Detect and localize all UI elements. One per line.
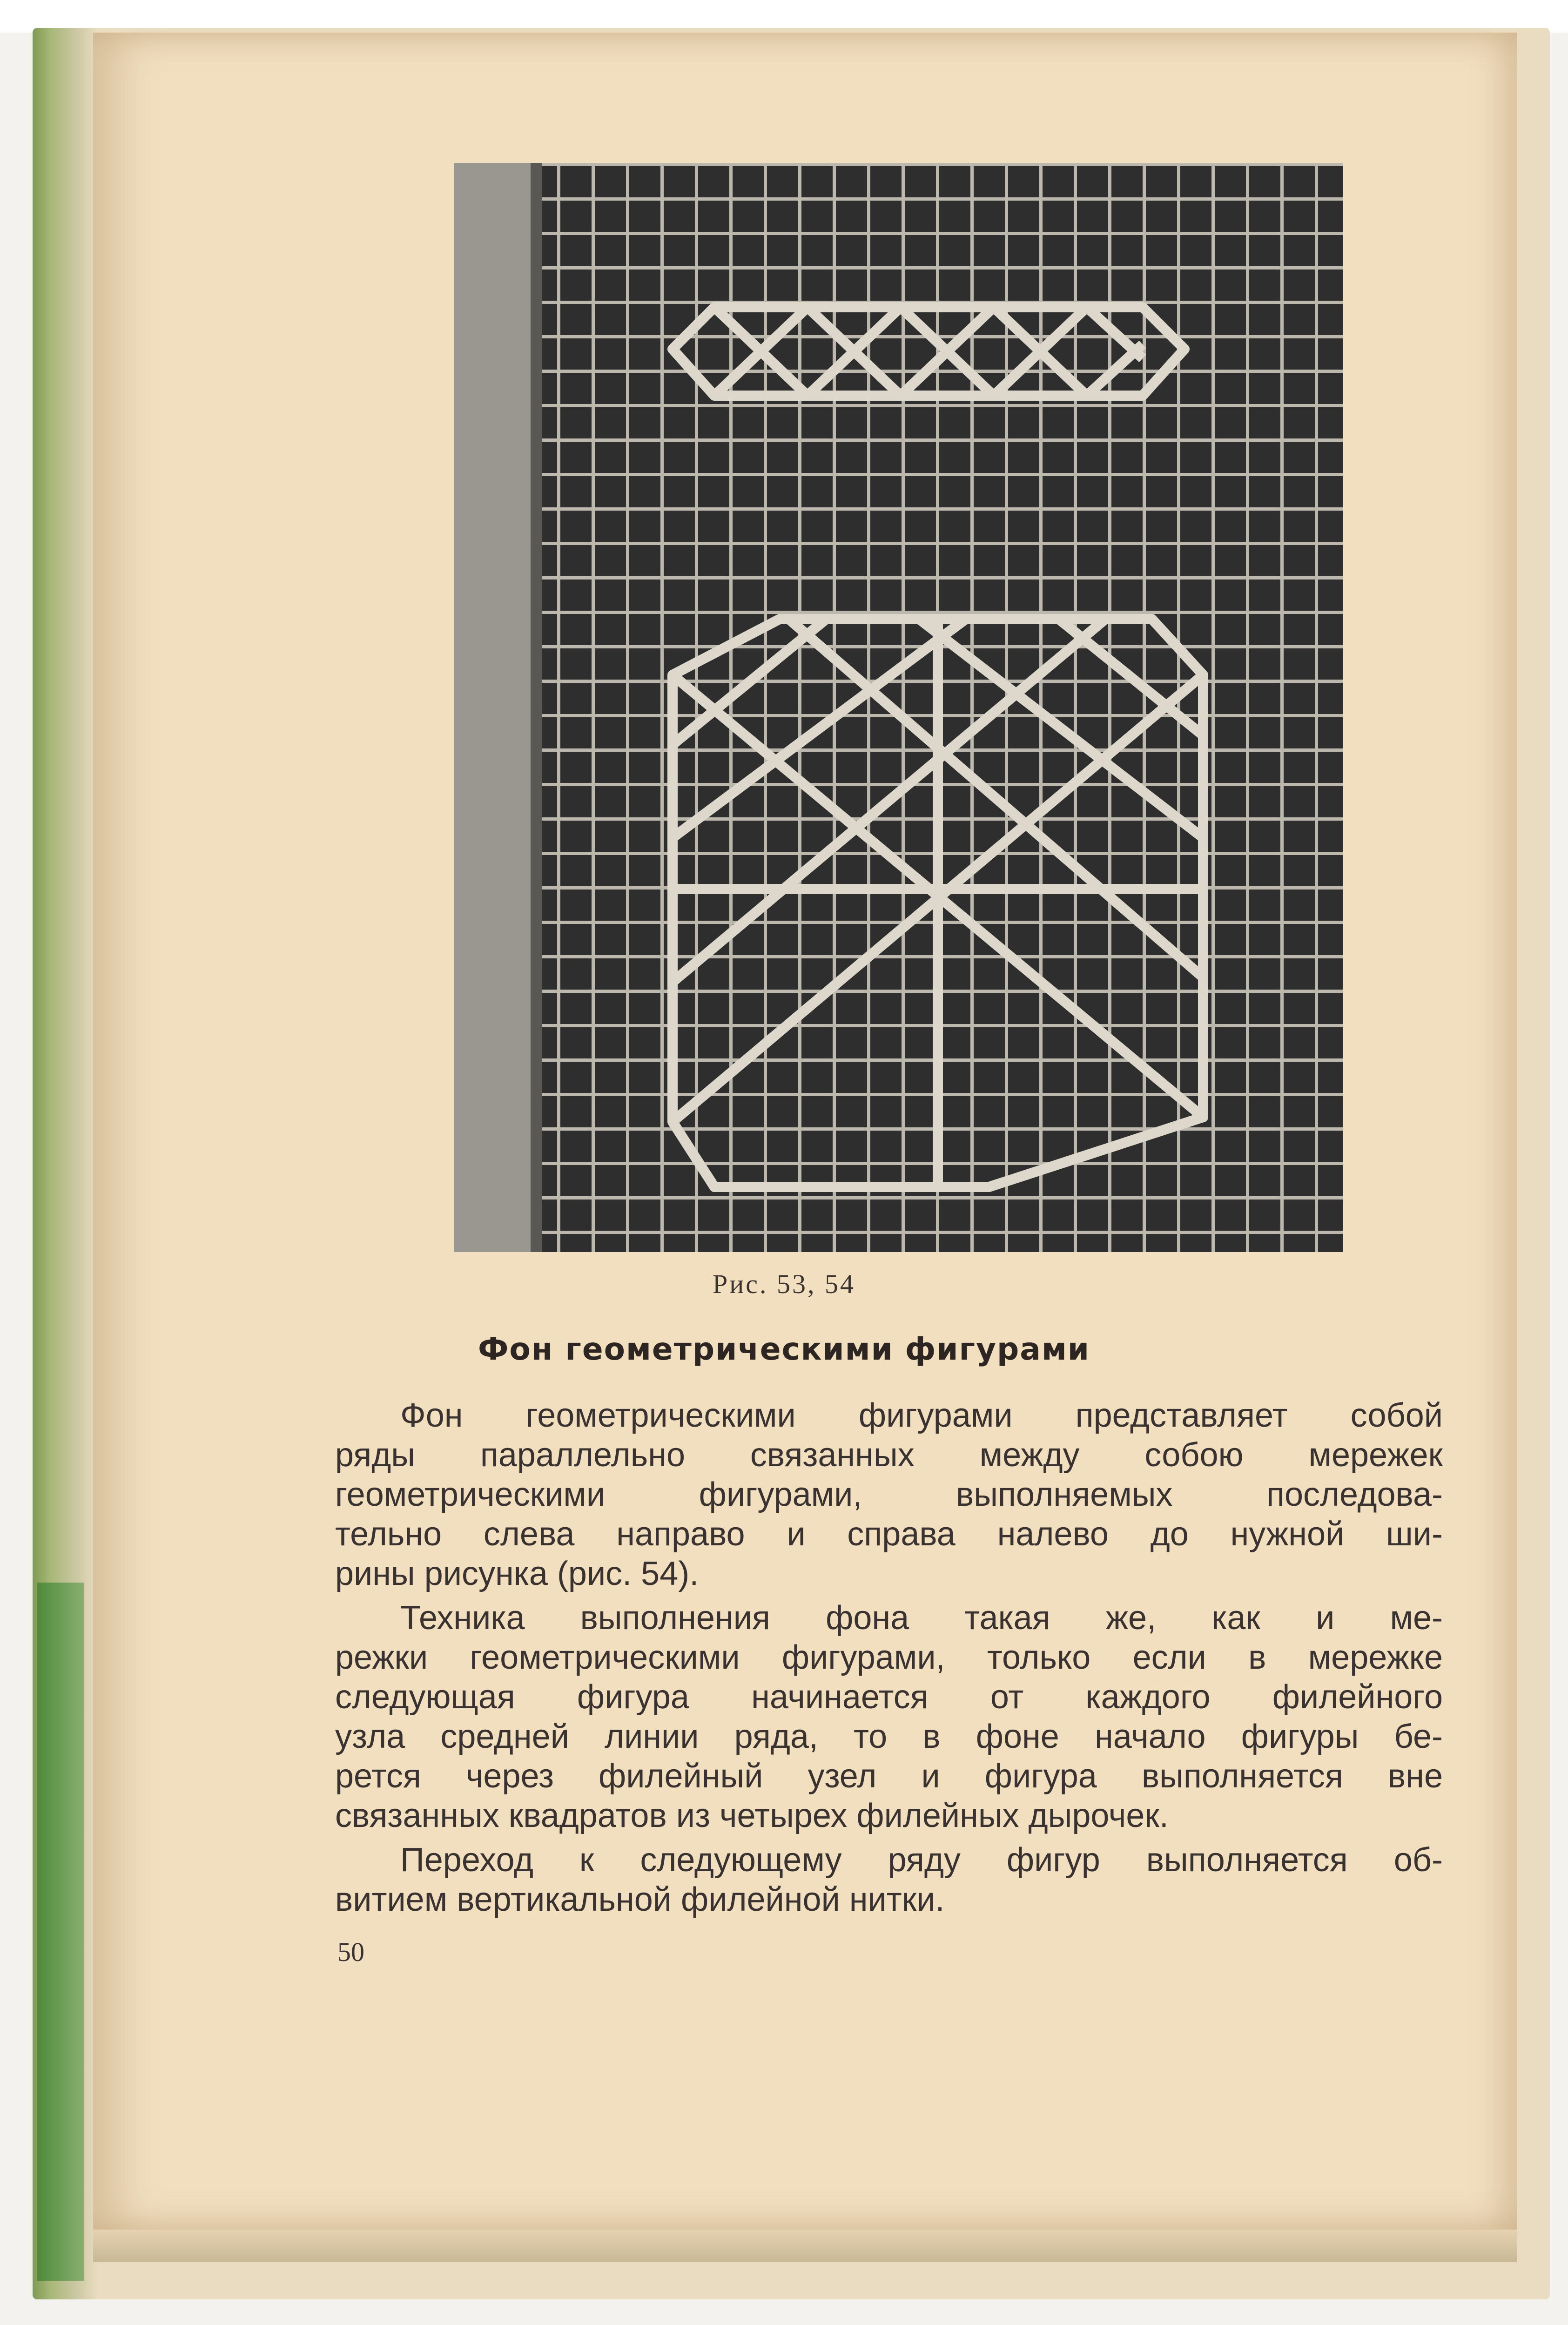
text-line: рины рисунка (рис. 54). xyxy=(335,1555,699,1592)
text-line: Техника выполнения фона такая же, как и ме- xyxy=(400,1599,1443,1637)
text-line: следующая фигура начинается от каждого филейного xyxy=(335,1678,1443,1716)
text-line: Фон геометрическими фигурами представляет собой xyxy=(400,1397,1443,1434)
filet-lace-pattern-image xyxy=(454,163,1343,1252)
text-line: узла средней линии ряда, то в фоне начало фигуры бе- xyxy=(335,1718,1443,1755)
text-line: тельно слева направо и справа налево до нужной ши- xyxy=(335,1516,1443,1553)
text-line: связанных квадратов из четырех филейных дырочек. xyxy=(335,1797,1169,1834)
section-title: Фон геометрическими фигурами xyxy=(478,1331,1090,1367)
figure-caption: Рис. 53, 54 xyxy=(712,1269,856,1299)
text-line: ряды параллельно связанных между собою мережек xyxy=(335,1436,1443,1474)
page-number: 50 xyxy=(337,1937,364,1967)
text-line: геометрическими фигурами, выполняемых последова- xyxy=(335,1476,1443,1513)
text-line: режки геометрическими фигурами, только если в мережке xyxy=(335,1639,1443,1676)
text-line: Переход к следующему ряду фигур выполняется об- xyxy=(400,1841,1443,1879)
page-stack-edge xyxy=(93,2230,1517,2262)
text-line: витием вертикальной филейной нитки. xyxy=(335,1881,945,1918)
cover-binding xyxy=(37,1583,84,2281)
text-line: рется через филейный узел и фигура выполняется вне xyxy=(335,1758,1443,1795)
figure-photo xyxy=(454,163,1343,1252)
